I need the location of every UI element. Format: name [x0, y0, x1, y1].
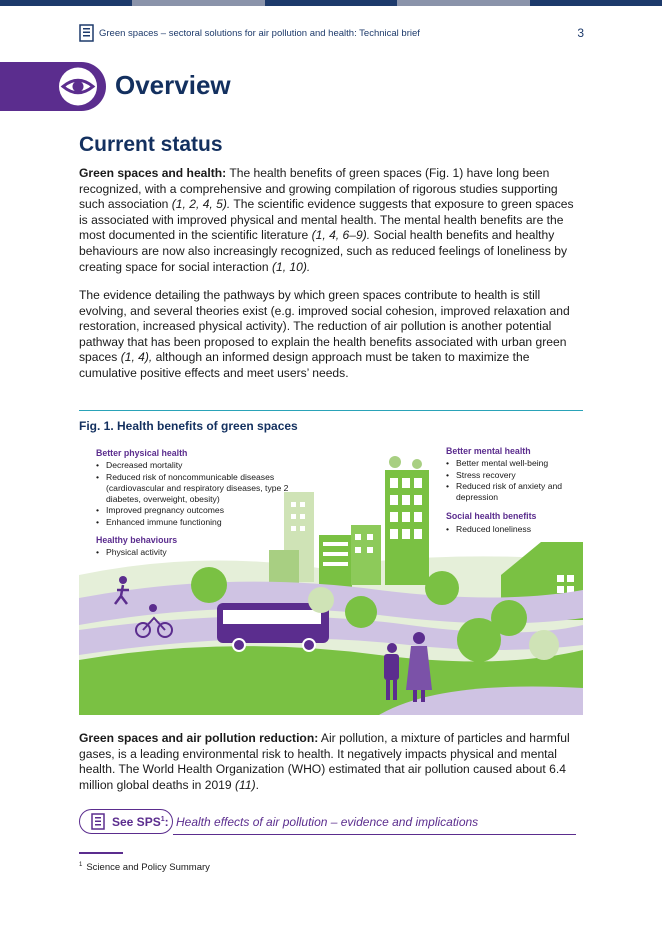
top-bar-segment	[397, 0, 529, 6]
sps-link[interactable]: Health effects of air pollution – evidence and implications	[176, 815, 479, 829]
social-health-heading: Social health benefits	[446, 511, 537, 522]
footnote	[79, 862, 210, 873]
top-bar-segment	[0, 0, 132, 6]
list-item: • Stress recovery	[456, 470, 581, 481]
footnote-text: Science and Policy Summary	[86, 862, 210, 874]
citation: (1, 10).	[271, 259, 311, 274]
list-item: • Reduced risk of anxiety and depression	[456, 481, 581, 504]
top-bar-segment	[132, 0, 264, 6]
list-item: • Physical activity	[106, 547, 296, 558]
figure-rule	[79, 410, 583, 411]
mental-health-block	[446, 446, 581, 535]
running-header	[79, 24, 584, 44]
body-text: The scientific evidence suggests that exposure to green spaces is associated with improved physical and mental health. The mental health benefits are the most documented in the scientific literature	[79, 197, 574, 243]
citation: (11)	[234, 777, 256, 792]
body-text: Air pollution, a mixture of particles and harmful gases, is a leading environmental risk to health. It negatively impacts physical and mental health. The World Health Organization (WHO) estimated that air pollution caused about 6.4 million global deaths in 2019	[79, 731, 570, 792]
see-sps-callout[interactable]	[79, 809, 576, 836]
list-item: • Decreased mortality	[106, 460, 296, 471]
see-sps-label	[112, 815, 169, 829]
paragraph-health	[79, 166, 579, 275]
list-item: • Reduced loneliness	[456, 524, 581, 535]
mental-health-heading: Better mental health	[446, 446, 531, 456]
social-health-list	[446, 524, 581, 535]
eye-icon	[57, 66, 99, 107]
footnote-number: 1	[79, 862, 83, 868]
list-item: • Enhanced immune functioning	[106, 517, 296, 528]
figure-illustration	[79, 440, 583, 715]
sps-footnote-ref: 1	[160, 816, 165, 823]
subsection-title: Current status	[79, 133, 223, 156]
citation: (1, 4),	[120, 350, 153, 365]
page-number: 3	[577, 26, 584, 40]
paragraph-pathways	[79, 288, 579, 382]
lead-text: Green spaces and health:	[79, 166, 227, 180]
sps-underline	[173, 834, 576, 835]
citation: (1, 4, 6–9).	[311, 228, 371, 243]
section-banner	[0, 62, 106, 111]
document-icon	[91, 813, 105, 830]
see-sps-pill[interactable]	[79, 809, 173, 834]
list-item: • Better mental well-being	[456, 458, 581, 469]
list-item: • Improved pregnancy outcomes	[106, 505, 296, 516]
figure-caption: Fig. 1. Health benefits of green spaces	[79, 419, 298, 433]
behaviours-list	[96, 547, 296, 558]
behaviours-heading: Healthy behaviours	[96, 535, 178, 546]
sps-text: See SPS	[112, 815, 161, 829]
physical-health-heading: Better physical health	[96, 448, 188, 458]
top-bar-segment	[530, 0, 662, 6]
list-item: • Reduced risk of noncommunicable diseases (cardiovascular and respiratory diseases, type 2 diabetes, overweight, obesity)	[106, 472, 296, 506]
body-text: The evidence detailing the pathways by which green spaces contribute to health is still evolving, and several theories exist (e.g. improved social cohesion, improved relaxation and restoration, increased physical activity). The reduction of air pollution is another potential pathway that has been proposed to explain the health benefits associated with urban green spaces	[79, 288, 570, 365]
sps-colon: :	[164, 815, 169, 829]
header-title: Green spaces – sectoral solutions for air pollution and health: Technical brief	[99, 28, 420, 39]
paragraph-air-pollution	[79, 731, 579, 793]
body-text: Social health benefits and healthy behaviours are now also increasingly recognized, such as reduced feelings of loneliness by creating space for social interaction	[79, 228, 568, 274]
document-icon	[79, 24, 94, 42]
body-text: although an informed design approach must be taken to maximize the cumulative positive effects and meet users’ needs.	[79, 350, 530, 380]
footnote-rule	[79, 852, 123, 854]
physical-health-block	[96, 448, 296, 559]
top-color-bar	[0, 0, 662, 6]
citation: (1, 2, 4, 5).	[171, 197, 231, 212]
body-text: .	[255, 777, 259, 792]
physical-health-list	[96, 460, 296, 528]
top-bar-segment	[265, 0, 397, 6]
body-text: The health benefits of green spaces (Fig. 1) have long been recognized, with a comprehensive and growing compilation of rigorous studies supporting such association	[79, 166, 558, 212]
lead-text: Green spaces and air pollution reduction:	[79, 731, 319, 745]
section-title: Overview	[115, 70, 231, 100]
mental-health-list	[446, 458, 581, 503]
